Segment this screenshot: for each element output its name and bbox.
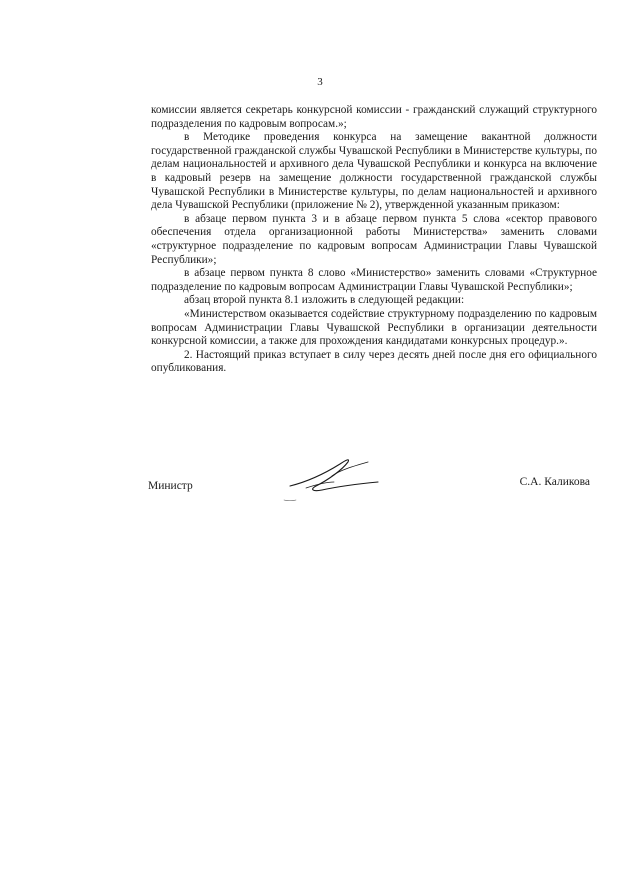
paragraph: комиссии является секретарь конкурсной комиссии - гражданский служащий структурного подразделения по кадровым вопросам.»; [151, 104, 597, 130]
paragraph: 2. Настоящий приказ вступает в силу через десять дней после дня его официального опубликования. [151, 348, 597, 375]
signature-block [148, 452, 598, 512]
paragraph: в Методике проведения конкурса на замещение вакантной должности государственной гражданской службы Чувашской Республики в Министерстве культуры, по делам национальностей и архивного дела Чувашской Республики и конкурса на включение в кадровый резерв на замещение должности государственной гражданской службы Чувашской Республики в Министерстве культуры, по делам национальностей и архивного дела Чувашской Республики (приложение № 2), утвержденной указанным приказом: [151, 131, 597, 212]
signer-name: С.А. Каликова [519, 476, 590, 488]
paragraph: абзац второй пункта 8.1 изложить в следующей редакции: [184, 294, 465, 307]
paragraph: в абзаце первом пункта 3 и в абзаце первом пункта 5 слова «сектор правового обеспечения отдела организационной работы Министерства» заменить словами «структурное подразделение по кадровым вопросам Администрации Главы Чувашской Республики»; [151, 212, 597, 266]
page-number: 3 [317, 76, 323, 88]
paragraph: «Министерством оказывается содействие структурному подразделению по кадровым вопросам Администрации Главы Чувашской Республики в организации деятельности конкурсной комиссии, а также для прохождения кандидатами конкурсных процедур.». [151, 307, 597, 348]
paragraph: в абзаце первом пункта 8 слово «Министерство» заменить словами «Структурное подразделение по кадровым вопросам Администрации Главы Чувашской Республики»; [151, 267, 597, 293]
signer-title: Министр [148, 480, 193, 492]
document-body [151, 104, 597, 376]
handwritten-signature [276, 452, 386, 504]
